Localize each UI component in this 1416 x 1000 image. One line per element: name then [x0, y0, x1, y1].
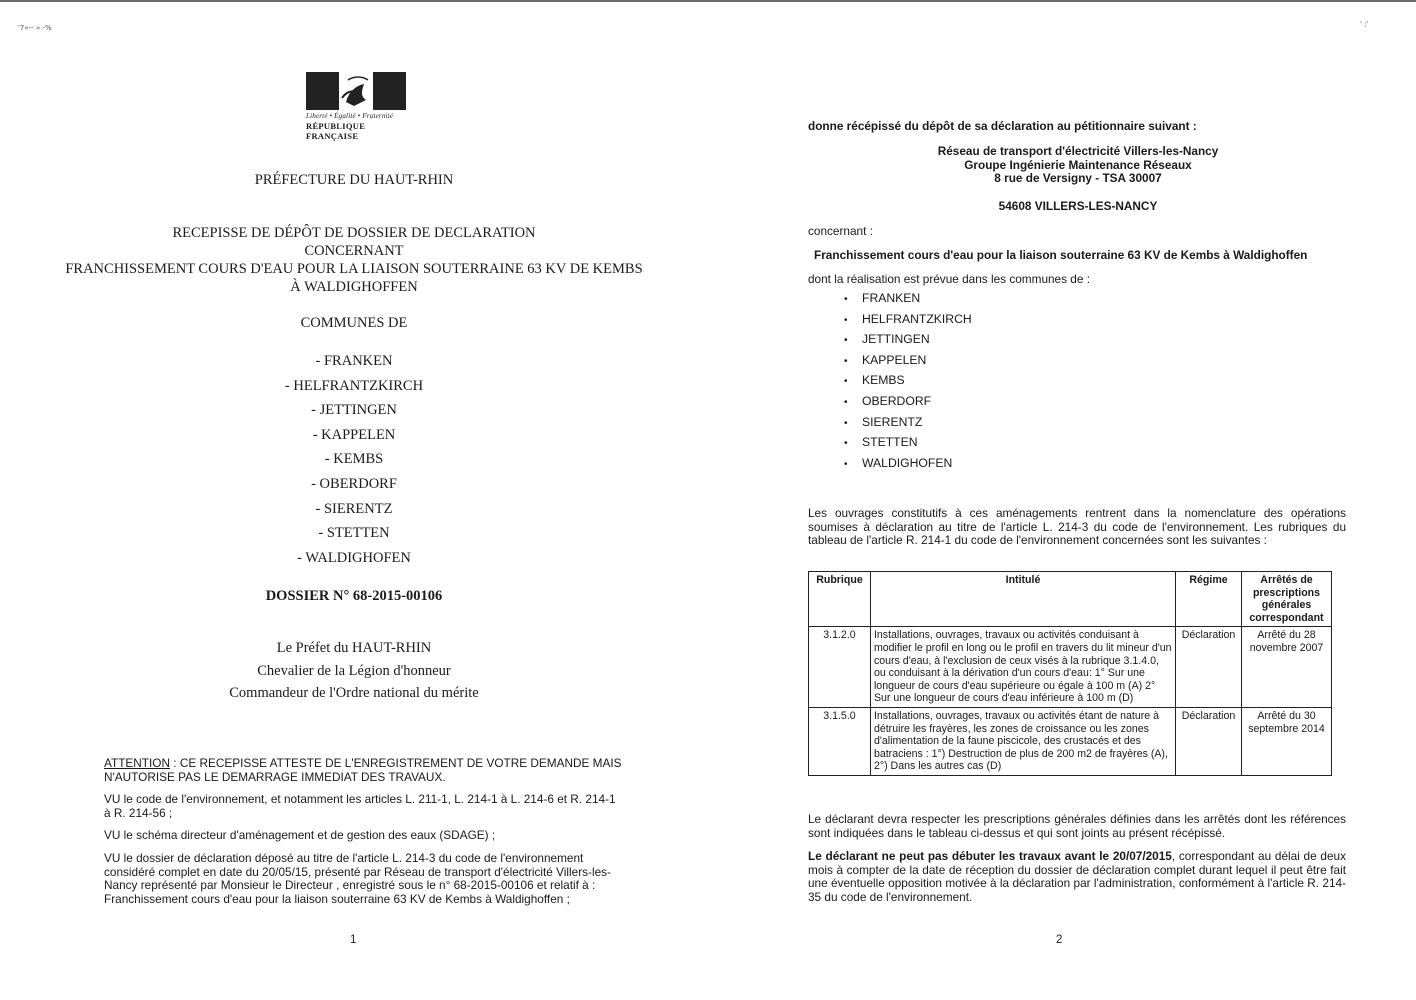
- prefet-line: Commandeur de l'Ordre national du mérite: [229, 685, 479, 701]
- marianne-flag-icon: [306, 72, 406, 110]
- scan-mark-top-right: ' ;': [1360, 20, 1369, 28]
- table-row: [809, 627, 1332, 708]
- list-item: - KAPPELEN: [312, 426, 396, 443]
- title-line: CONCERNANT: [304, 243, 404, 259]
- cell-intitule: Installations, ouvrages, travaux ou activités étant de nature à détruire les frayères, les zones de croissance ou les zones d'alimentation de la faune piscicole, des crustacés et des batraciens : 1°) Destruction de plus de 200 m2 de frayères (A), 2°) Dans les autres cas (D): [870, 707, 1175, 775]
- column-header-arretes: Arrêtés de prescriptions générales correspondant: [1242, 572, 1332, 627]
- list-item: - HELFRANTZKIRCH: [284, 377, 424, 394]
- travaux-date-notice: Le déclarant ne peut pas débuter les travaux avant le 20/07/2015: [808, 849, 1172, 863]
- travaux-rest: , correspondant au délai de deux mois à compter de la date de réception du dossier de déclaration complet durant lequel il peut être fait une éventuelle opposition motivée à la déclaration par l'administration, conformément à l'article R. 214-35 du code de l'environnement.: [808, 849, 1346, 904]
- postal-line: 54608 VILLERS-LES-NANCY: [998, 199, 1158, 213]
- attention-notice: [104, 757, 624, 784]
- list-item: - SIERENTZ: [315, 500, 393, 517]
- document-title: [0, 224, 708, 296]
- republique-francaise-logo: [306, 72, 408, 141]
- bullet-icon: •: [844, 438, 848, 450]
- list-item: • OBERDORF: [844, 393, 972, 414]
- list-item: • KEMBS: [844, 372, 972, 393]
- list-item: • SIERENTZ: [844, 414, 972, 435]
- page1-body: [104, 757, 624, 915]
- bullet-icon: •: [844, 396, 848, 408]
- rubriques-table: [808, 571, 1332, 776]
- list-item: • JETTINGEN: [844, 331, 972, 352]
- receipt-intro: donne récépissé du dépôt de sa déclaration au pétitionnaire suivant :: [808, 119, 1197, 133]
- bullet-icon: •: [844, 335, 848, 347]
- subject-line: Franchissement cours d'eau pour la liaison souterraine 63 KV de Kembs à Waldighoffen: [814, 248, 1308, 262]
- document-page-2: [708, 0, 1416, 1000]
- logo-republic-label: RÉPUBLIQUE FRANÇAISE: [306, 121, 366, 141]
- communes-heading: COMMUNES DE: [300, 315, 408, 331]
- list-item: • HELFRANTZKIRCH: [844, 311, 972, 332]
- communes-bullet-list: [844, 290, 972, 475]
- list-item: • KAPPELEN: [844, 352, 972, 373]
- prefet-line: Chevalier de la Légion d'honneur: [257, 662, 451, 679]
- list-item: • FRANKEN: [844, 290, 972, 311]
- vu-paragraph: VU le dossier de déclaration déposé au titre de l'article L. 214-3 du code de l'environnement considéré complet en date du 20/05/15, présenté par Réseau de transport d'électricité Villers-les-Nancy représenté par Monsieur le Directeur , enregistré sous le n° 68-2015-00106 et relatif à : Franchissement cours d'eau pour la liaison souterraine 63 KV de Kembs à Waldighoffen ;: [104, 850, 611, 906]
- cell-arrete: Arrêté du 28 novembre 2007: [1242, 627, 1332, 708]
- column-header-regime: Régime: [1176, 572, 1242, 627]
- attention-label: ATTENTION: [104, 756, 170, 770]
- column-header-rubrique: Rubrique: [809, 572, 871, 627]
- prescriptions-paragraph: Le déclarant devra respecter les prescriptions générales définies dans les arrêtés dont les références sont indiquées dans le tableau ci-dessus et qui sont joints au présent récépissé.: [808, 812, 1346, 840]
- bullet-icon: •: [844, 314, 848, 326]
- title-line: RECEPISSE DE DÉPÔT DE DOSSIER DE DECLARATION: [172, 225, 536, 241]
- cell-intitule: Installations, ouvrages, travaux ou activités conduisant à modifier le profil en long ou le profil en travers du lit mineur d'un cours d'eau, à l'exclusion de ceux visés à la rubrique 3.1.4.0, ou conduisant à la dérivation d'un cours d'eau: 1° Sur une longueur de cours d'eau supérieure ou égale à 100 m (A) 2° Sur une longueur de cours d'eau inférieure à 100 m (D): [870, 627, 1175, 708]
- page-number: 2: [1056, 934, 1063, 946]
- list-item: - STETTEN: [318, 525, 390, 542]
- address-line: 8 rue de Versigny - TSA 30007: [994, 171, 1162, 186]
- address-line: Réseau de transport d'électricité Villers-les-Nancy: [937, 144, 1219, 158]
- ouvrages-paragraph: Les ouvrages constitutifs à ces aménagements rentrent dans la nomenclature des opérations soumises à déclaration au titre de l'article L. 214-3 du code de l'environnement. Les rubriques du tableau de l'article R. 214-1 du code de l'environnement concernées sont les suivantes :: [808, 506, 1346, 548]
- cell-regime: Déclaration: [1176, 707, 1242, 775]
- dossier-number: DOSSIER N° 68-2015-00106: [265, 588, 443, 604]
- bullet-icon: •: [844, 376, 848, 388]
- bullet-icon: •: [844, 355, 848, 367]
- attention-text: : CE RECEPISSE ATTESTE DE L'ENREGISTREMENT DE VOTRE DEMANDE MAIS N'AUTORISE PAS LE DEMARRAGE IMMEDIAT DES TRAVAUX.: [104, 756, 622, 784]
- table-header-row: [809, 572, 1332, 627]
- list-item: - JETTINGEN: [311, 402, 397, 419]
- communes-list: [0, 350, 708, 571]
- concernant-label: concernant :: [808, 224, 873, 238]
- prefet-titles: [0, 637, 708, 705]
- title-line: FRANCHISSEMENT COURS D'EAU POUR LA LIAISON SOUTERRAINE 63 KV DE KEMBS: [65, 261, 643, 277]
- bullet-icon: •: [844, 458, 848, 470]
- address-line: Groupe Ingénierie Maintenance Réseaux: [964, 157, 1192, 172]
- vu-paragraph: VU le schéma directeur d'aménagement et de gestion des eaux (SDAGE) ;: [104, 828, 496, 843]
- logo-motto: Liberté • Égalité • Fraternité: [306, 112, 394, 120]
- prefet-line: Le Préfet du HAUT-RHIN: [276, 640, 432, 656]
- list-item: • WALDIGHOFEN: [844, 455, 972, 476]
- scan-mark-top-left: '7»-- » -%: [18, 24, 52, 32]
- petitioner-address: [858, 145, 1298, 186]
- cell-rubrique: 3.1.2.0: [809, 627, 871, 708]
- column-header-intitule: Intitulé: [870, 572, 1175, 627]
- list-item: - FRANKEN: [315, 353, 393, 369]
- bullet-icon: •: [844, 294, 848, 305]
- travaux-paragraph: [808, 850, 1346, 904]
- bullet-icon: •: [844, 417, 848, 429]
- cell-arrete: Arrêté du 30 septembre 2014: [1242, 707, 1332, 775]
- cell-rubrique: 3.1.5.0: [809, 707, 871, 775]
- list-item: - WALDIGHOFEN: [297, 549, 411, 566]
- prefecture-heading: PRÉFECTURE DU HAUT-RHIN: [254, 172, 454, 188]
- cell-regime: Déclaration: [1176, 627, 1242, 708]
- communes-intro: dont la réalisation est prévue dans les communes de :: [808, 272, 1090, 286]
- list-item: - OBERDORF: [311, 475, 397, 492]
- vu-paragraph: VU le code de l'environnement, et notamment les articles L. 211-1, L. 214-1 à L. 214-6 et R. 214-1 à R. 214-56 ;: [104, 792, 616, 820]
- list-item: - KEMBS: [324, 451, 384, 468]
- table-row: [809, 707, 1332, 775]
- page-number: 1: [350, 934, 357, 946]
- list-item: • STETTEN: [844, 434, 972, 455]
- title-line: À WALDIGHOFFEN: [290, 279, 418, 295]
